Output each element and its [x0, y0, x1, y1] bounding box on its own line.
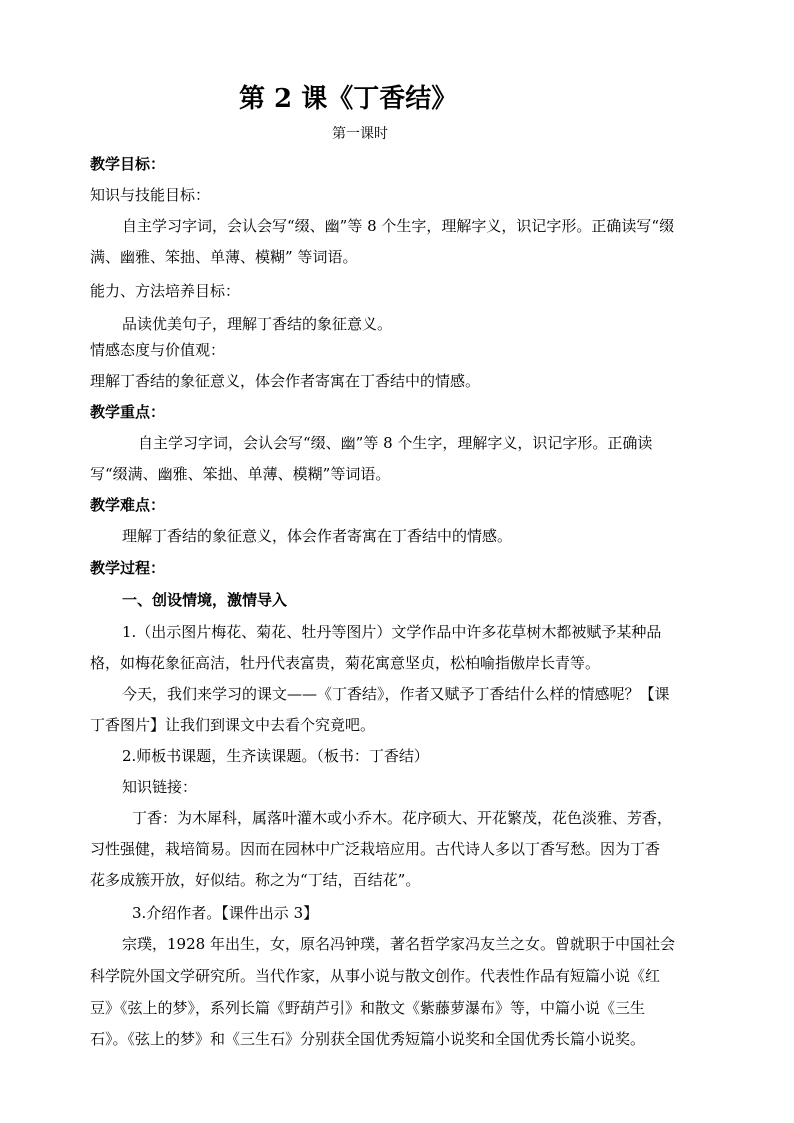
difficulty-heading: 教学难点： [90, 496, 166, 514]
process-heading: 教学过程： [90, 559, 166, 577]
ability-text: 品读优美句子，理解丁香结的象征意义。 [122, 315, 393, 333]
knowledge-link-line: 习性强健，栽培简易。因而在园林中广泛栽培应用。古代诗人多以丁香写愁。因为丁香 [90, 840, 661, 858]
ability-label: 能力、方法培养目标： [90, 282, 241, 300]
key-points-line: 自主学习字词，会认会写“缀、幽”等 8 个生字，理解字义，识记字形。正确读 [138, 434, 653, 452]
author-line: 石》。《弦上的梦》和《三生石》分别获全国优秀短篇小说奖和全国优秀长篇小说奖。 [90, 1030, 646, 1048]
author-line: 豆》《弦上的梦》，系列长篇《野葫芦引》和散文《紫藤萝瀑布》等，中篇小说《三生 [90, 999, 646, 1017]
knowledge-link-line: 花多成簇开放，好似结。称之为“丁结，百结花”。 [90, 871, 421, 889]
paragraph-line: 3.介绍作者。【课件出示 3】 [132, 904, 319, 922]
paragraph-line: 1.（出示图片梅花、菊花、牡丹等图片）文学作品中许多花草树木都被赋予某种品 [122, 623, 662, 641]
emotion-text: 理解丁香结的象征意义，体会作者寄寓在丁香结中的情感。 [90, 372, 481, 390]
knowledge-link-line: 丁香：为木犀科，属落叶灌木或小乔木。花序硕大、开花繁茂，花色淡雅、芳香， [132, 809, 673, 827]
lesson-subtitle: 第一课时 [332, 126, 388, 142]
knowledge-label: 知识与技能目标： [90, 186, 211, 204]
knowledge-text-line: 满、幽雅、笨拙、单薄、模糊” 等词语。 [90, 248, 358, 266]
paragraph-line: 今天，我们来学习的课文——《丁香结》，作者又赋予丁香结什么样的情感呢？【课 [122, 685, 670, 703]
paragraph-line: 丁香图片】让我们到课文中去看个究竟吧。 [90, 716, 376, 734]
paragraph-line: 2.师板书课题，生齐读课题。（板书：丁香结） [122, 747, 429, 765]
emotion-label: 情感态度与价值观： [90, 341, 226, 359]
author-line: 宗璞，1928 年出生，女，原名冯钟璞，著名哲学家冯友兰之女。曾就职于中国社会 [122, 935, 675, 953]
paragraph-line: 格，如梅花象征高洁，牡丹代表富贵，菊花寓意坚贞，松柏喻指傲岸长青等。 [90, 654, 601, 672]
author-line: 科学院外国文学研究所。当代作家，从事小说与散文创作。代表性作品有短篇小说《红 [90, 967, 661, 985]
lesson-title: 第 2 课《丁香结》 [239, 84, 458, 114]
section-heading: 一、创设情境，激情导入 [122, 591, 288, 609]
key-points-line: 写“缀满、幽雅、笨拙、单薄、模糊”等词语。 [90, 465, 391, 483]
knowledge-link-label: 知识链接： [122, 778, 198, 796]
knowledge-text-line: 自主学习字词，会认会写“缀、幽”等 8 个生字，理解字义，识记字形。正确读写“缀 [122, 217, 675, 235]
objectives-heading: 教学目标： [90, 155, 166, 173]
difficulty-text: 理解丁香结的象征意义，体会作者寄寓在丁香结中的情感。 [122, 527, 513, 545]
key-points-heading: 教学重点： [90, 403, 166, 421]
